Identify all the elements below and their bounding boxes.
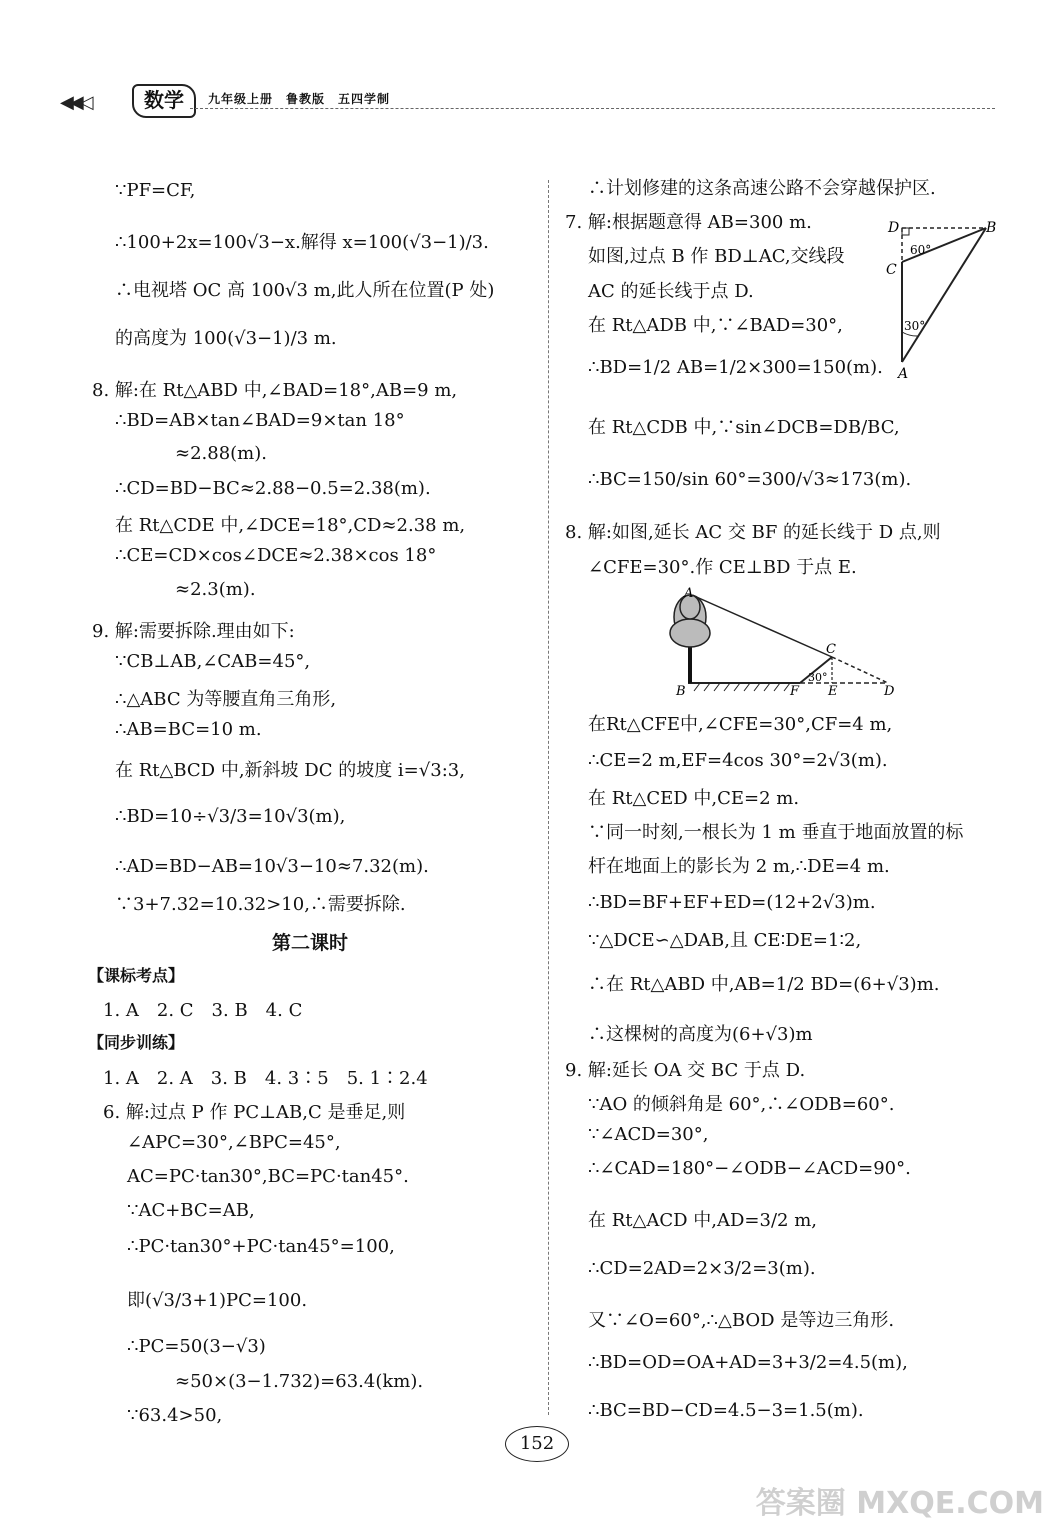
fig8-label-C: C xyxy=(826,642,836,657)
fig8-label-B: B xyxy=(676,684,686,699)
text-line: 即(√3/3+1)PC=100. xyxy=(127,1290,308,1311)
text-line: 在 Rt△ADB 中,∵∠BAD=30°, xyxy=(588,315,843,336)
text-line: ∴计划修建的这条高速公路不会穿越保护区. xyxy=(588,178,936,199)
text-line: 在 Rt△CED 中,CE=2 m. xyxy=(588,788,800,809)
tree-figure-8 xyxy=(660,585,910,700)
text-line: ∴100+2x=100√3−x.解得 x=100(√3−1)/3. xyxy=(115,232,489,253)
text-line: 8. 解:在 Rt△ABD 中,∠BAD=18°,AB=9 m, xyxy=(92,380,458,401)
text-line: 在 Rt△CDE 中,∠DCE=18°,CD≈2.38 m, xyxy=(115,515,466,536)
text-line: ≈2.3(m). xyxy=(175,579,256,600)
text-line: ∴在 Rt△ABD 中,AB=1/2 BD=(6+√3)m. xyxy=(588,974,940,995)
text-line: 在Rt△CFE中,∠CFE=30°,CF=4 m, xyxy=(588,714,893,735)
text-line: ∴这棵树的高度为(6+√3)m xyxy=(588,1024,813,1045)
book-info: 九年级上册 鲁教版 五四学制 xyxy=(208,92,391,106)
text-line: ∴△ABC 为等腰直角三角形, xyxy=(115,689,337,710)
text-line: ∴CE=CD×cos∠DCE≈2.38×cos 18° xyxy=(115,545,437,566)
text-line: ∵CB⊥AB,∠CAB=45°, xyxy=(115,651,311,672)
text-line: ∴PC=50(3−√3) xyxy=(127,1336,266,1357)
text-line: ∴CD=BD−BC≈2.88−0.5=2.38(m). xyxy=(115,478,431,499)
text-line: ∵同一时刻,一根长为 1 m 垂直于地面放置的标 xyxy=(588,822,964,843)
page-header xyxy=(40,78,995,112)
text-line: ∴BD=1/2 AB=1/2×300=150(m). xyxy=(588,357,883,378)
watermark: 答案圈 MXQE.COM xyxy=(755,1486,1044,1521)
page-number: 152 xyxy=(505,1426,569,1462)
text-line: ∵AC+BC=AB, xyxy=(127,1200,255,1221)
text-line: 在 Rt△CDB 中,∵sin∠DCB=DB/BC, xyxy=(588,417,900,438)
text-line: 8. 解:如图,延长 AC 交 BF 的延长线于 D 点,则 xyxy=(565,522,941,543)
text-line: 6. 解:过点 P 作 PC⊥AB,C 是垂足,则 xyxy=(103,1102,406,1123)
text-line: 杆在地面上的影长为 2 m,∴DE=4 m. xyxy=(588,856,890,877)
text-line: ∵∠ACD=30°, xyxy=(588,1124,709,1145)
section-title: 第二课时 xyxy=(272,932,349,954)
fig8-label-D: D xyxy=(884,684,895,699)
text-line: ∴BD=10÷√3/3=10√3(m), xyxy=(115,806,346,827)
text-line: ≈2.88(m). xyxy=(175,443,267,464)
text-line: ∴AB=BC=10 m. xyxy=(115,719,262,740)
text-line: ∴CE=2 m,EF=4cos 30°=2√3(m). xyxy=(588,750,888,771)
fig7-label-B: B xyxy=(986,220,997,236)
text-line: ∴CD=2AD=2×3/2=3(m). xyxy=(588,1258,816,1279)
text-line: ∵63.4>50, xyxy=(127,1405,223,1426)
fig8-label-A: A xyxy=(684,586,694,601)
text-line: ∵3+7.32=10.32>10,∴需要拆除. xyxy=(115,894,406,915)
text-line: 又∵∠O=60°,∴△BOD 是等边三角形. xyxy=(588,1310,895,1331)
text-line: 7. 解:根据题意得 AB=300 m. xyxy=(565,212,812,233)
subject-badge: 数学 xyxy=(132,84,196,118)
section-tag: 【同步训练】 xyxy=(88,1033,185,1052)
text-line: ∵△DCE∽△DAB,且 CE∶DE=1∶2, xyxy=(588,930,862,951)
fig7-label-A: A xyxy=(898,366,909,382)
text-line: ∴BD=BF+EF+ED=(12+2√3)m. xyxy=(588,892,876,913)
text-line: ∴BD=OD=OA+AD=3+3/2=4.5(m), xyxy=(588,1352,908,1373)
header-arrows-icon: ◀◀◁ xyxy=(60,92,90,113)
text-line: AC=PC·tan30°,BC=PC·tan45°. xyxy=(127,1166,409,1187)
fig7-label-D: D xyxy=(888,220,900,236)
answer-line: 1. A 2. A 3. B 4. 3∶5 5. 1∶2.4 xyxy=(103,1068,428,1089)
answer-line: 1. A 2. C 3. B 4. C xyxy=(103,1000,303,1021)
text-line: 9. 解:需要拆除.理由如下: xyxy=(92,621,295,642)
column-divider xyxy=(548,180,549,1415)
text-line: ∠APC=30°,∠BPC=45°, xyxy=(127,1132,341,1153)
section-tag: 【课标考点】 xyxy=(88,966,185,985)
fig7-angle-30: 30° xyxy=(904,319,926,333)
text-line: AC 的延长线于点 D. xyxy=(588,281,754,302)
text-line: ∴BC=BD−CD=4.5−3=1.5(m). xyxy=(588,1400,864,1421)
text-line: ∴∠CAD=180°−∠ODB−∠ACD=90°. xyxy=(588,1158,911,1179)
text-line: 的高度为 100(√3−1)/3 m. xyxy=(115,328,337,349)
text-line: ≈50×(3−1.732)=63.4(km). xyxy=(175,1371,424,1392)
text-line: 如图,过点 B 作 BD⊥AC,交线段 xyxy=(588,246,845,267)
text-line: ∴BD=AB×tan∠BAD=9×tan 18° xyxy=(115,410,405,431)
triangle-figure-7 xyxy=(880,212,1000,382)
text-line: ∴AD=BD−AB=10√3−10≈7.32(m). xyxy=(115,856,429,877)
fig8-label-F: F xyxy=(790,684,800,699)
fig8-label-E: E xyxy=(828,684,838,699)
text-line: ∵AO 的倾斜角是 60°,∴∠ODB=60°. xyxy=(588,1094,895,1115)
fig8-angle-30: 30° xyxy=(808,671,828,684)
text-line: 在 Rt△BCD 中,新斜坡 DC 的坡度 i=√3:3, xyxy=(115,760,465,781)
text-line: ∴电视塔 OC 高 100√3 m,此人所在位置(P 处) xyxy=(115,280,495,301)
text-line: ∴BC=150/sin 60°=300/√3≈173(m). xyxy=(588,469,912,490)
text-line: ∴PC·tan30°+PC·tan45°=100, xyxy=(127,1236,395,1257)
fig7-angle-60: 60° xyxy=(910,243,932,257)
text-line: ∵PF=CF, xyxy=(115,180,196,201)
fig7-label-C: C xyxy=(886,262,897,278)
header-rule xyxy=(190,108,995,109)
text-line: 9. 解:延长 OA 交 BC 于点 D. xyxy=(565,1060,806,1081)
tree-icon xyxy=(670,595,710,683)
text-line: 在 Rt△ACD 中,AD=3/2 m, xyxy=(588,1210,817,1231)
text-line: ∠CFE=30°.作 CE⊥BD 于点 E. xyxy=(588,557,857,578)
